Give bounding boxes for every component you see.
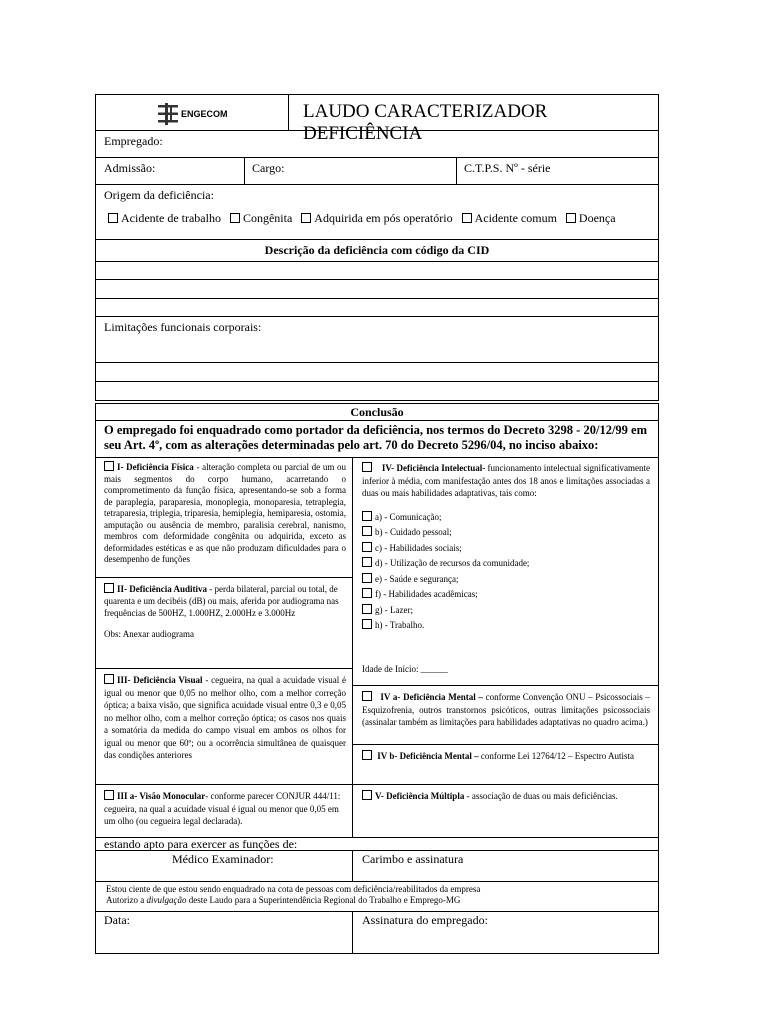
deficiencia-multipla-box[interactable]: V- Deficiência Múltipla - associação de duas ou mais deficiências. (352, 785, 658, 838)
checkbox-icon (104, 790, 114, 800)
descricao-line-3[interactable] (95, 299, 659, 317)
logo-cell (96, 95, 289, 130)
checkbox-icon (104, 583, 114, 593)
inciso-grid (95, 458, 659, 838)
origem-option-congenita[interactable]: Congênita (230, 211, 292, 225)
deficiencia-intelectual-box[interactable]: IV- Deficiência Intelectual- funcionamento intelectual significativamente inferior à média, com manifestação antes dos 18 anos e limitações associadas a duas ou mais habilidades adaptativas, tais como: a) - Comunicação; b) - Cuidado pessoal; c) - Habilidades sociais; d) - Utilização de recursos da comunidade; e) - Saúde e segurança; f) - Habilidades acadêmicas; g) - Lazer; h) - Trabalho. Idade de Início: ______ (352, 458, 658, 686)
inciso-left-column (96, 458, 353, 837)
auditiva-obs: Obs: Anexar audiograma (104, 629, 194, 639)
checkbox-icon (230, 213, 240, 223)
checkbox-icon (362, 511, 372, 521)
carimbo-label: Carimbo e assinatura (362, 852, 464, 866)
habilidade-item[interactable]: g) - Lazer; (362, 603, 650, 619)
admissao-field[interactable] (96, 158, 245, 184)
limitacoes-line-2[interactable] (95, 382, 659, 401)
habilidade-item[interactable]: e) - Saúde e segurança; (362, 572, 650, 588)
visao-monocular-box[interactable]: III a- Visão Monocular- conforme parecer CONJUR 444/11: cegueira, na qual a acuidade visual é igual ou menor que 0,05 em um olho (ou cegueira legal declarada). (104, 791, 341, 826)
data-row (95, 912, 659, 954)
limitacoes-line-1[interactable] (95, 363, 659, 382)
descricao-heading: Descrição da deficiência com código da CID (95, 240, 659, 262)
conclusao-text: O empregado foi enquadrado como portador da deficiência, nos termos do Decreto 3298 - 20/12/99 em seu Art. 4º, com as alterações determinadas pelo art. 70 do Decreto 5296/04, no inciso abaixo: (95, 421, 659, 458)
engecom-logo-icon (158, 103, 178, 125)
descricao-line-1[interactable] (95, 262, 659, 280)
apto-row[interactable] (95, 838, 659, 851)
checkbox-icon (301, 213, 311, 223)
checkbox-icon (362, 691, 372, 701)
form-title: LAUDO CARACTERIZADOR DEFICIÊNCIA (303, 101, 548, 144)
checkbox-icon (104, 674, 114, 684)
habilidades-list (362, 510, 650, 634)
carimbo-field[interactable] (352, 851, 658, 881)
checkbox-icon (362, 750, 372, 760)
medico-field[interactable] (96, 851, 353, 881)
ciente-row (95, 882, 659, 912)
checkbox-icon (108, 213, 118, 223)
admissao-label: Admissão: (104, 161, 156, 175)
habilidade-item[interactable]: f) - Habilidades acadêmicas; (362, 587, 650, 603)
autorizo-text: Autorizo a divulgação deste Laudo para a Superintendência Regional do Trabalho e Emprego-MG (106, 895, 461, 905)
checkbox-icon (362, 588, 372, 598)
laudo-form (95, 94, 659, 954)
assinatura-label: Assinatura do empregado: (362, 913, 488, 927)
limitacoes-row[interactable] (95, 317, 659, 363)
habilidade-item[interactable]: h) - Trabalho. (362, 618, 650, 634)
ciente-text: Estou ciente de que estou sendo enquadrado na cota de pessoas com deficiência/reabilitados da empresa (106, 884, 481, 894)
checkbox-icon (104, 461, 114, 471)
deficiencia-mental-a-box[interactable]: IV a- Deficiência Mental – conforme Convenção ONU – Psicossociais – Esquizofrenia, outros transtornos psicóticos, outras limitações psicossociais (assinalar também as limitações para habilidades adaptativas no quadro acima.) (352, 686, 658, 745)
deficiencia-visual-box[interactable]: III- Deficiência Visual - cegueira, na qual a acuidade visual é igual ou menor que 0,05 no melhor olho, com a melhor correção óptica; a baixa visão, que significa acuidade visual entre 0,3 e 0,05 no melhor olho, com a melhor correção óptica; os casos nos quais a somatória da medida do campo visual em ambos os olhos for igual ou menor que 60º; ou a ocorrência simultânea de quaisquer das condições anteriores (96, 669, 352, 785)
apto-label: estando apto para exercer as funções de: (104, 837, 298, 851)
habilidade-item[interactable]: d) - Utilização de recursos da comunidade; (362, 556, 650, 572)
checkbox-icon (362, 619, 372, 629)
logo-text: ENGECOM (181, 109, 228, 119)
deficiencia-mental-b-box[interactable]: IV b- Deficiência Mental – conforme Lei 12764/12 – Espectro Autista (352, 745, 658, 785)
medico-label: Médico Examinador: (172, 852, 274, 866)
conclusao-title: Conclusão (95, 403, 659, 421)
empregado-label: Empregado: (104, 134, 163, 148)
ctps-label: C.T.P.S. Nº - série (464, 161, 551, 175)
checkbox-icon (362, 526, 372, 536)
checkbox-icon (362, 573, 372, 583)
checkbox-icon (362, 462, 372, 472)
origem-option-doenca[interactable]: Doença (566, 211, 616, 225)
checkbox-icon (566, 213, 576, 223)
deficiencia-fisica-box[interactable]: I- Deficiência Física - alteração completa ou parcial de um ou mais segmentos do corpo humano, acarretando o comprometimento da função física, apresentando-se sob a forma de paraplegia, paraparesia, monoplegia, monoparesia, tetraplegia, tetraparesia, triplegia, triparesia, hemiplegia, hemiparesia, ostomia, amputação ou ausência de membro, paralisia cerebral, nanismo, membros com deformidade congênita ou adquirida, exceto as deformidades estéticas e as que não produzam dificuldades para o desempenho de funções (96, 458, 352, 578)
descricao-line-2[interactable] (95, 280, 659, 299)
cargo-label: Cargo: (252, 161, 285, 175)
origem-options (108, 211, 616, 226)
origem-option-adquirida[interactable]: Adquirida em pós operatório (301, 211, 452, 225)
habilidade-item[interactable]: a) - Comunicação; (362, 510, 650, 526)
checkbox-icon (362, 790, 372, 800)
checkbox-icon (462, 213, 472, 223)
data-label: Data: (104, 913, 130, 927)
cargo-field[interactable] (244, 158, 457, 184)
habilidade-item[interactable]: b) - Cuidado pessoal; (362, 525, 650, 541)
inciso-right-column (352, 458, 658, 837)
checkbox-icon (362, 557, 372, 567)
assinatura-field[interactable] (352, 912, 658, 953)
empregado-row[interactable] (95, 131, 659, 158)
checkbox-icon (362, 542, 372, 552)
origem-row (95, 185, 659, 240)
habilidade-item[interactable]: c) - Habilidades sociais; (362, 541, 650, 557)
medico-row (95, 851, 659, 882)
limitacoes-label: Limitações funcionais corporais: (104, 320, 262, 334)
idade-inicio[interactable]: Idade de Início: ______ (362, 664, 448, 674)
ctps-field[interactable] (456, 158, 658, 184)
data-field[interactable] (96, 912, 353, 953)
origem-option-acidente-trabalho[interactable]: Acidente de trabalho (108, 211, 221, 225)
origem-label: Origem da deficiência: (104, 188, 214, 202)
deficiencia-auditiva-box[interactable]: II- Deficiência Auditiva - perda bilateral, parcial ou total, de quarenta e um decibéis (dB) ou mais, aferida por audiograma nas frequências de 500HZ, 1.000HZ, 2.000Hz e 3.000Hz Obs: Anexar audiograma (96, 578, 352, 669)
checkbox-icon (362, 604, 372, 614)
origem-option-acidente-comum[interactable]: Acidente comum (462, 211, 557, 225)
admissao-row (95, 158, 659, 185)
